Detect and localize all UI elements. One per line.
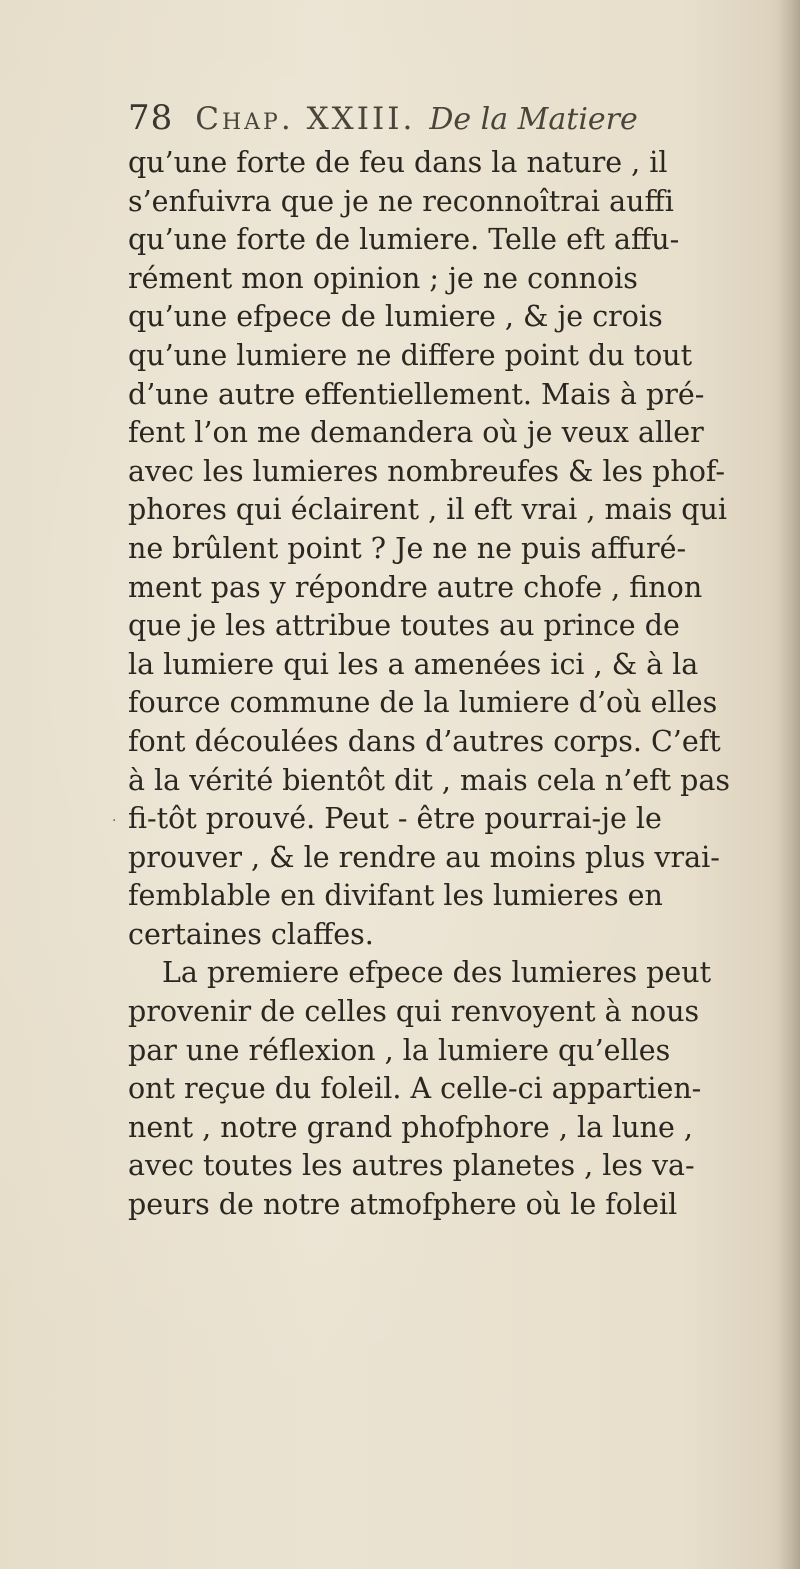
text-line: fent l’on me demandera où je veux aller bbox=[128, 416, 704, 450]
text-line: ont reçue du foleil. A celle-ci appartien- bbox=[128, 1072, 702, 1106]
text-line: rément mon opinion ; je ne connois bbox=[128, 261, 638, 295]
text-line: font découlées dans d’autres corps. C’eft bbox=[128, 724, 721, 758]
text-line: qu’une forte de lumiere. Telle eft affu- bbox=[128, 223, 680, 257]
text-line: la lumiere qui les a amenées ici , & à la bbox=[128, 647, 699, 681]
text-line: fource commune de la lumiere d’où elles bbox=[128, 686, 718, 720]
text-line: qu’une forte de feu dans la nature , il bbox=[128, 146, 668, 179]
chapter-subject: De la Matiere bbox=[429, 102, 638, 137]
text-line: fi-tôt prouvé. Peut - être pourrai-je le bbox=[128, 802, 662, 836]
text-line: ne brûlent point ? Je ne ne puis affuré- bbox=[128, 531, 687, 565]
text-line: certaines claffes. bbox=[128, 917, 374, 951]
text-line: femblable en divifant les lumieres en bbox=[128, 879, 663, 913]
text-line: d’une autre effentiellement. Mais à pré- bbox=[128, 377, 705, 411]
text-line: provenir de celles qui renvoyent à nous bbox=[128, 995, 700, 1029]
text-line: s’enfuivra que je ne reconnoîtrai auffi bbox=[128, 184, 674, 218]
text-line: La premiere efpece des lumieres peut bbox=[162, 956, 712, 990]
running-header bbox=[128, 98, 638, 140]
page-number: 78 bbox=[128, 98, 174, 138]
text-line: à la vérité bientôt dit , mais cela n’eft pas bbox=[128, 763, 731, 797]
text-line: qu’une lumiere ne differe point du tout bbox=[128, 338, 693, 372]
body-text bbox=[128, 144, 788, 1225]
text-line: peurs de notre atmofphere où le foleil bbox=[128, 1188, 678, 1222]
text-line: nent , notre grand phofphore , la lune , bbox=[128, 1110, 693, 1144]
text-line: avec toutes les autres planetes , les va- bbox=[128, 1149, 695, 1183]
text-line: par une réflexion , la lumiere qu’elles bbox=[128, 1033, 671, 1067]
text-line: prouver , & le rendre au moins plus vrai- bbox=[128, 840, 720, 874]
margin-mark: · bbox=[112, 813, 117, 829]
text-line: phores qui éclairent , il eft vrai , mais qui bbox=[128, 493, 727, 527]
text-line: que je les attribue toutes au prince de bbox=[128, 609, 680, 643]
chapter-label: Chap. XXIII. bbox=[195, 101, 416, 137]
text-line: qu’une efpece de lumiere , & je crois bbox=[128, 300, 663, 334]
text-line: ment pas y répondre autre chofe , finon bbox=[128, 570, 703, 604]
text-line: avec les lumieres nombreufes & les phof- bbox=[128, 454, 726, 488]
